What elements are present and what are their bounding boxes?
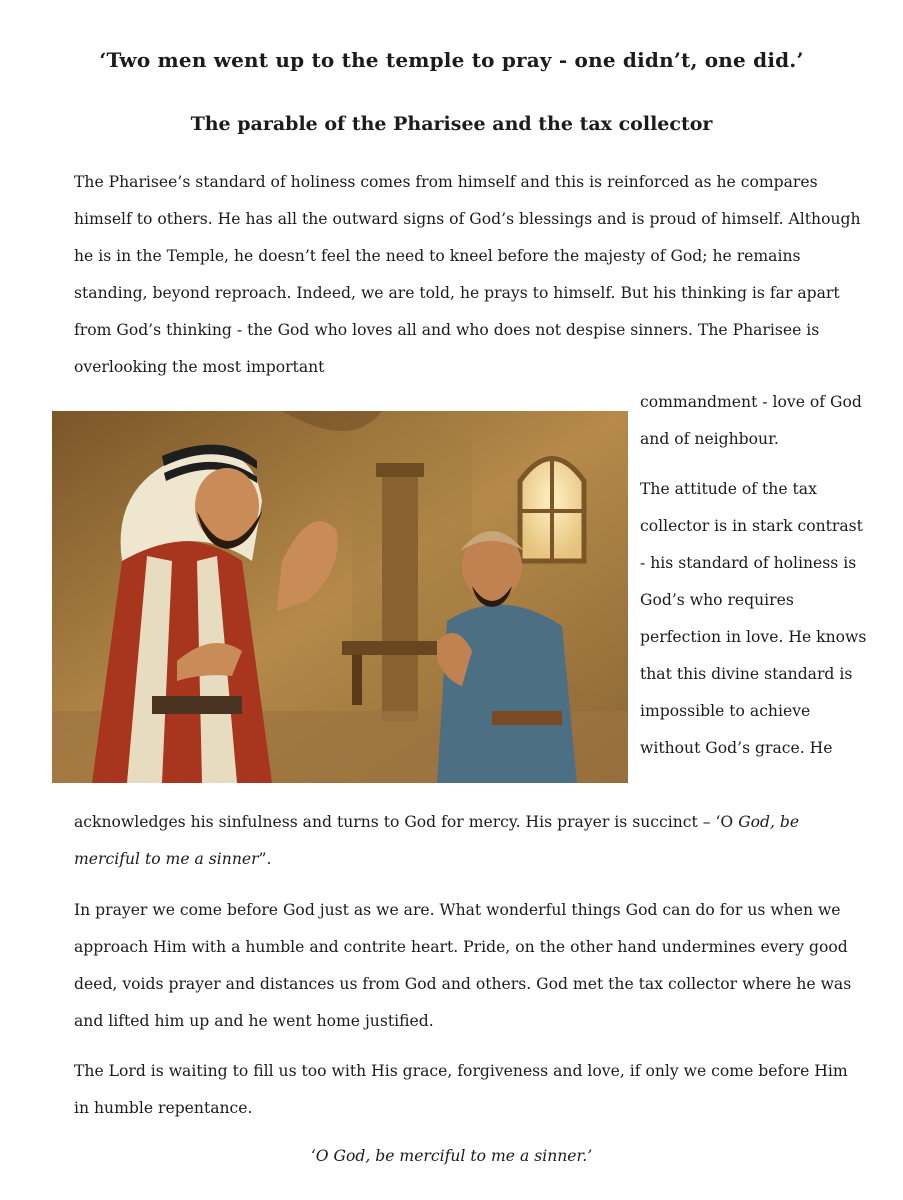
illustration-pharisee-and-tax-collector <box>52 411 628 783</box>
paragraph-tax-collector-rest <box>74 804 864 878</box>
prayer-quote-inline: God, be merciful to me a sinner <box>74 813 800 868</box>
paragraph-prayer-humility: In prayer we come before God just as we are. What wonderful things God can do for us when we approach Him with a humble and contrite heart. Pride, on the other hand undermines every good deed, voids prayer and distances us from God and others. God met the tax collector where he was and lifted him up and he went home justified. <box>74 901 852 1030</box>
tax-collector-text: acknowledges his sinfulness and turns to God for mercy. His prayer is succinct – ‘O <box>74 813 739 831</box>
paragraph-pharisee: The Pharisee’s standard of holiness comes from himself and this is reinforced as he compares himself to others. He has all the outward signs of God’s blessings and is proud of himself. Although he is in the Temple, he doesn’t feel the need to kneel before the majesty of God; he remains standing, beyond reproach. Indeed, we are told, he prays to himself. But his thinking is far apart from God’s thinking - the God who loves all and who does not despise sinners. The Pharisee is overlooking the most important <box>74 173 861 376</box>
quote-close: ”. <box>258 850 272 868</box>
paragraph-pharisee-continued: commandment - love of God and of neighbour. <box>640 393 862 448</box>
paragraph-lord-waiting: The Lord is waiting to fill us too with His grace, forgiveness and love, if only we come before Him in humble repentance. <box>74 1062 848 1117</box>
page-title: ‘Two men went up to the temple to pray - one didn’t, one did.’ <box>99 48 804 72</box>
paragraph-tax-collector-column: The attitude of the tax collector is in stark contrast - his standard of holiness is God’s who requires perfection in love. He knows that this divine standard is impossible to achieve without God’s grace. He <box>640 480 867 757</box>
page-subtitle: The parable of the Pharisee and the tax collector <box>190 113 713 135</box>
closing-quote: ‘O God, be merciful to me a sinner.’ <box>310 1147 593 1165</box>
